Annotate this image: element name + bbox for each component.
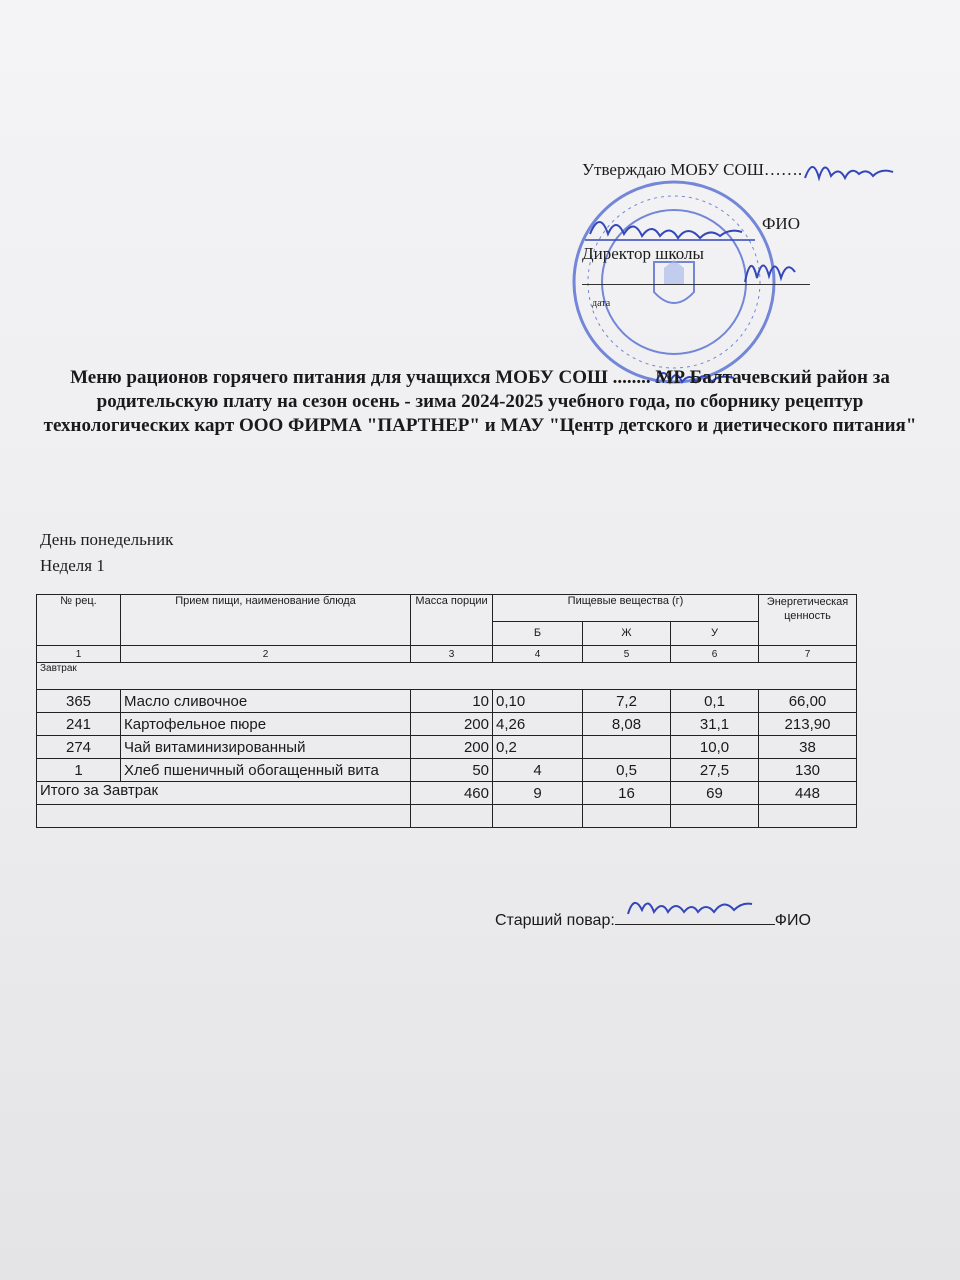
cell-mass: 200 bbox=[411, 713, 493, 736]
col-number: 3 bbox=[411, 646, 493, 663]
empty-cell bbox=[37, 805, 411, 828]
cell-b: 0,2 bbox=[493, 736, 583, 759]
column-number-row bbox=[37, 646, 857, 663]
day-label: День понедельник bbox=[40, 530, 174, 549]
col-number: 2 bbox=[121, 646, 411, 663]
cell-mass: 200 bbox=[411, 736, 493, 759]
empty-cell bbox=[759, 805, 857, 828]
cell-energy: 213,90 bbox=[759, 713, 857, 736]
header-meal: Прием пищи, наименование блюда bbox=[121, 595, 411, 646]
handwritten-director-signature bbox=[740, 248, 800, 290]
col-number: 4 bbox=[493, 646, 583, 663]
director-label: Директор школы bbox=[582, 244, 704, 263]
cell-zh: 8,08 bbox=[583, 713, 671, 736]
cell-name: Картофельное пюре bbox=[121, 713, 411, 736]
col-number: 7 bbox=[759, 646, 857, 663]
cell-rec: 365 bbox=[37, 690, 121, 713]
cell-u: 27,5 bbox=[671, 759, 759, 782]
section-label: Завтрак bbox=[37, 663, 857, 690]
cell-zh: 0,5 bbox=[583, 759, 671, 782]
cell-energy: 38 bbox=[759, 736, 857, 759]
total-u: 69 bbox=[671, 782, 759, 805]
total-b: 9 bbox=[493, 782, 583, 805]
cell-name: Масло сливочное bbox=[121, 690, 411, 713]
cell-name: Чай витаминизированный bbox=[121, 736, 411, 759]
date-label: дата bbox=[592, 298, 611, 309]
empty-cell bbox=[411, 805, 493, 828]
header-row bbox=[37, 595, 857, 622]
header-mass: Масса порции bbox=[411, 595, 493, 646]
menu-table bbox=[36, 594, 857, 828]
total-label: Итого за Завтрак bbox=[37, 782, 411, 805]
header-nutrients: Пищевые вещества (г) bbox=[493, 595, 759, 622]
header-u: У bbox=[671, 621, 759, 645]
cell-b: 0,10 bbox=[493, 690, 583, 713]
cell-name: Хлеб пшеничный обогащенный вита bbox=[121, 759, 411, 782]
cell-rec: 274 bbox=[37, 736, 121, 759]
table-row bbox=[37, 759, 857, 782]
cell-zh bbox=[583, 736, 671, 759]
cell-u: 10,0 bbox=[671, 736, 759, 759]
col-number: 5 bbox=[583, 646, 671, 663]
handwritten-school-signature bbox=[800, 150, 900, 186]
total-zh: 16 bbox=[583, 782, 671, 805]
cell-mass: 10 bbox=[411, 690, 493, 713]
empty-cell bbox=[493, 805, 583, 828]
empty-cell bbox=[671, 805, 759, 828]
header-energy: Энергетическая ценность bbox=[759, 595, 857, 646]
page-title: Меню рационов горячего питания для учащихся МОБУ СОШ ........ МР Балтачевский район за родительскую плату на сезон осень - зима 2024-2025 учебного года, по сборнику рецептур технологических карт ООО ФИРМА "ПАРТНЕР" и МАУ "Центр детского и диетического питания" bbox=[43, 367, 917, 436]
handwritten-cook-signature bbox=[622, 892, 772, 924]
cell-b: 4 bbox=[493, 759, 583, 782]
total-row bbox=[37, 782, 857, 805]
header-b: Б bbox=[493, 621, 583, 645]
cell-energy: 66,00 bbox=[759, 690, 857, 713]
cell-zh: 7,2 bbox=[583, 690, 671, 713]
cell-b: 4,26 bbox=[493, 713, 583, 736]
week-label: Неделя 1 bbox=[40, 556, 105, 575]
header-rec: № рец. bbox=[37, 595, 121, 646]
table-row bbox=[37, 713, 857, 736]
table-row bbox=[37, 736, 857, 759]
cell-rec: 1 bbox=[37, 759, 121, 782]
cook-fio-label: ФИО bbox=[774, 912, 811, 929]
cell-u: 0,1 bbox=[671, 690, 759, 713]
header-zh: Ж bbox=[583, 621, 671, 645]
handwritten-director-name bbox=[585, 208, 765, 244]
cell-mass: 50 bbox=[411, 759, 493, 782]
empty-cell bbox=[583, 805, 671, 828]
total-mass: 460 bbox=[411, 782, 493, 805]
cook-label: Старший повар: bbox=[495, 912, 615, 929]
section-row bbox=[37, 663, 857, 690]
empty-row bbox=[37, 805, 857, 828]
col-number: 1 bbox=[37, 646, 121, 663]
fio-label: ФИО bbox=[762, 214, 800, 233]
total-energy: 448 bbox=[759, 782, 857, 805]
approve-line: Утверждаю МОБУ СОШ……. bbox=[582, 160, 803, 179]
table-row bbox=[37, 690, 857, 713]
cell-u: 31,1 bbox=[671, 713, 759, 736]
cell-rec: 241 bbox=[37, 713, 121, 736]
col-number: 6 bbox=[671, 646, 759, 663]
cell-energy: 130 bbox=[759, 759, 857, 782]
